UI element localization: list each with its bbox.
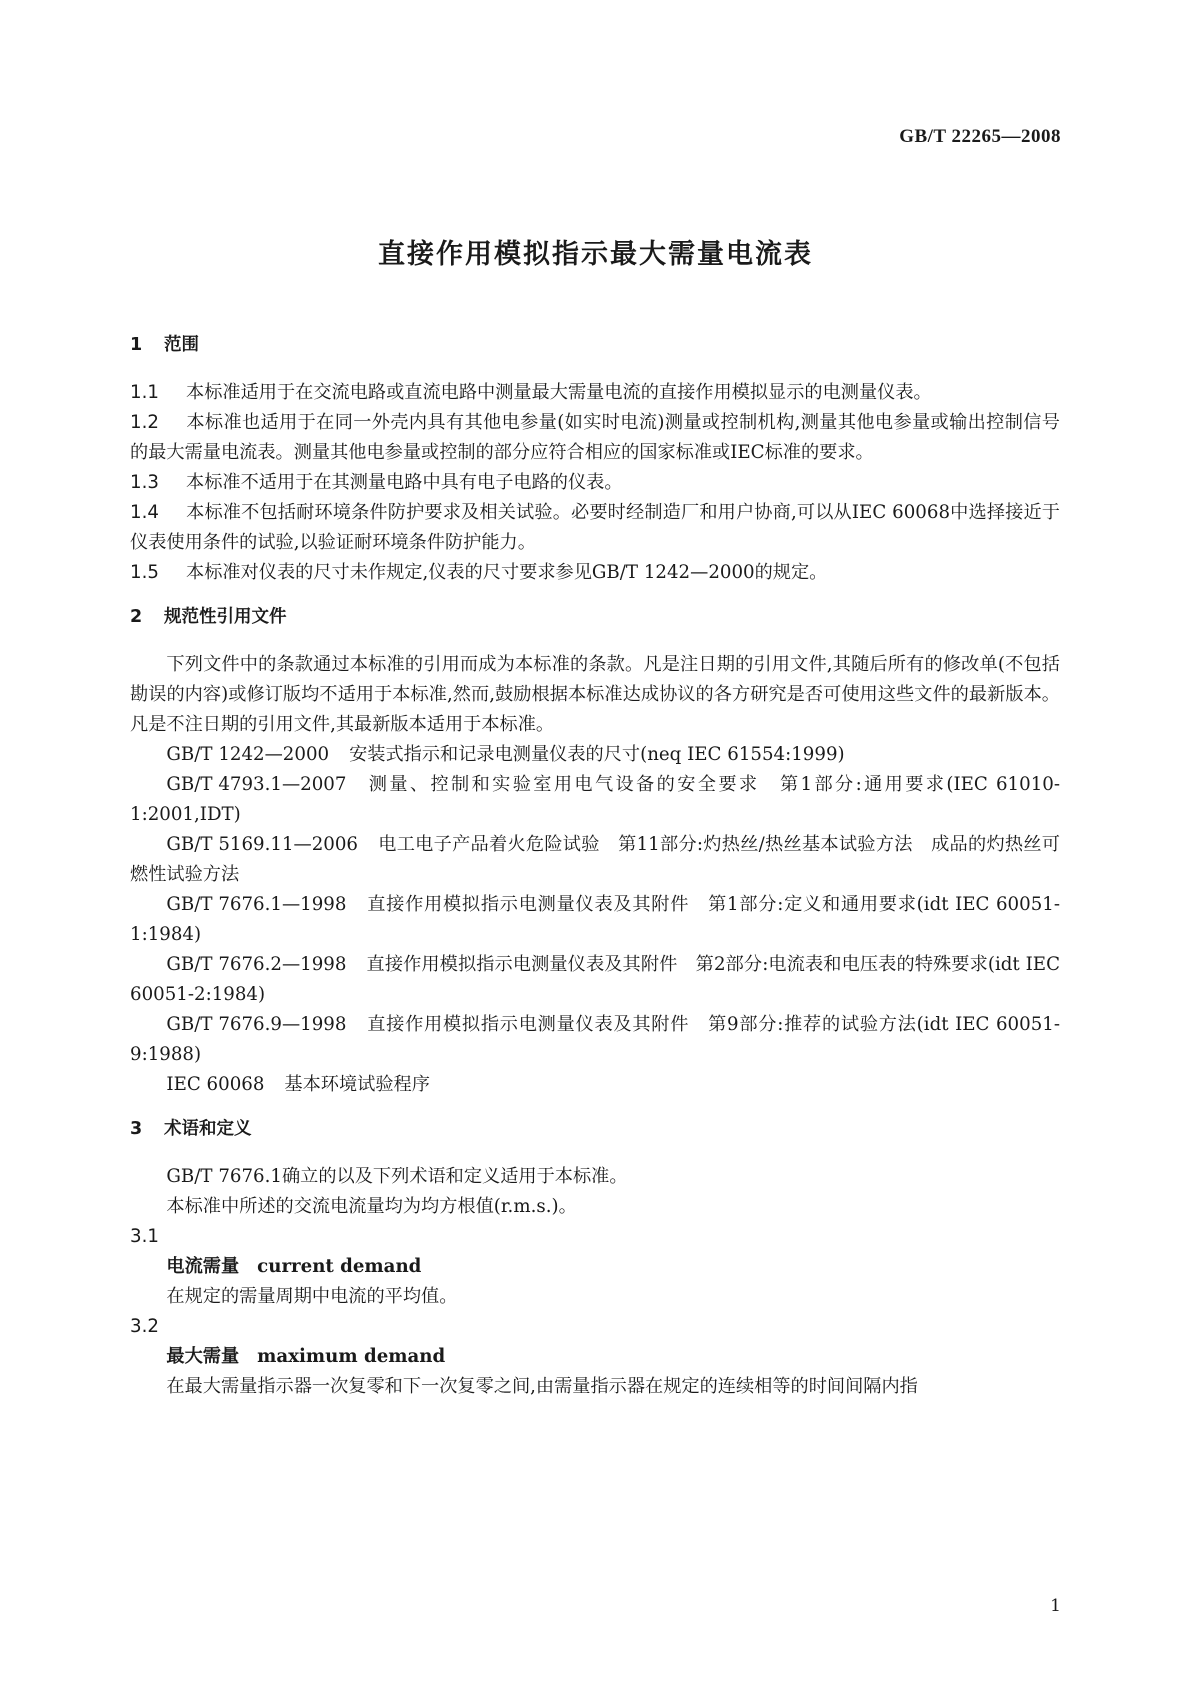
term-name (130, 1342, 1060, 1372)
term-definition: 在规定的需量周期中电流的平均值。 (166, 1286, 458, 1307)
section-number: 2 (130, 607, 143, 627)
reference-title: 安装式指示和记录电测量仪表的尺寸(neq IEC 61554:1999) (349, 744, 845, 765)
reference-code: GB/T 7676.2—1998 (166, 954, 347, 975)
clause-number: 1.2 (130, 412, 159, 433)
reference-title: 基本环境试验程序 (284, 1074, 430, 1095)
clause-number: 1.1 (130, 382, 159, 403)
section-title: 范围 (164, 335, 199, 355)
reference-item (130, 1070, 1060, 1100)
reference-item (130, 890, 1060, 950)
section-2-heading (130, 602, 1060, 632)
term-name (130, 1252, 1060, 1282)
clause-number: 1.4 (130, 502, 159, 523)
clause-number: 1.5 (130, 562, 159, 583)
section-1-heading (130, 330, 1060, 360)
section-title: 术语和定义 (164, 1119, 252, 1139)
reference-code: GB/T 1242—2000 (166, 744, 330, 765)
term-zh: 最大需量 (166, 1346, 240, 1367)
clause-text: 本标准也适用于在同一外壳内具有其他电参量(如实时电流)测量或控制机构,测量其他电参量或输出控制信号的最大需量电流表。测量其他电参量或控制的部分应符合相应的国家标准或IEC标准的要求。 (130, 412, 1060, 463)
reference-code: IEC 60068 (166, 1074, 265, 1095)
term-en: maximum demand (257, 1346, 446, 1367)
document-body (130, 330, 1060, 1402)
clause-text: 本标准对仪表的尺寸未作规定,仪表的尺寸要求参见GB/T 1242—2000的规定。 (186, 562, 828, 583)
term-number: 3.1 (130, 1226, 159, 1247)
clause-1-2 (130, 408, 1060, 468)
reference-title: 电工电子产品着火危险试验 第11部分:灼热丝/热丝基本试验方法 成品的灼热丝可燃性试验方法 (130, 834, 1060, 885)
terms-note: 本标准中所述的交流电流量均为均方根值(r.m.s.)。 (166, 1196, 577, 1217)
reference-item (130, 830, 1060, 890)
terms-intro: GB/T 7676.1确立的以及下列术语和定义适用于本标准。 (166, 1166, 628, 1187)
reference-title: 直接作用模拟指示电测量仪表及其附件 第2部分:电流表和电压表的特殊要求(idt IEC 60051-2:1984) (130, 954, 1060, 1005)
reference-code: GB/T 7676.9—1998 (166, 1014, 347, 1035)
reference-title: 直接作用模拟指示电测量仪表及其附件 第9部分:推荐的试验方法(idt IEC 60051-9:1988) (130, 1014, 1060, 1065)
reference-title: 直接作用模拟指示电测量仪表及其附件 第1部分:定义和通用要求(idt IEC 60051-1:1984) (130, 894, 1060, 945)
clause-1-4 (130, 498, 1060, 558)
document-title: 直接作用模拟指示最大需量电流表 (378, 239, 813, 270)
reference-item (130, 770, 1060, 830)
clause-1-1 (130, 378, 1060, 408)
section-3-heading (130, 1114, 1060, 1144)
reference-item (130, 1010, 1060, 1070)
standard-code: GB/T 22265—2008 (899, 126, 1061, 147)
reference-code: GB/T 5169.11—2006 (166, 834, 359, 855)
section-number: 3 (130, 1119, 143, 1139)
reference-title: 测量、控制和实验室用电气设备的安全要求 第1部分:通用要求(IEC 61010-1:2001,IDT) (130, 774, 1060, 825)
references-intro: 下列文件中的条款通过本标准的引用而成为本标准的条款。凡是注日期的引用文件,其随后所有的修改单(不包括勘误的内容)或修订版均不适用于本标准,然而,鼓励根据本标准达成协议的各方研究是否可使用这些文件的最新版本。凡是不注日期的引用文件,其最新版本适用于本标准。 (130, 654, 1060, 735)
reference-code: GB/T 4793.1—2007 (166, 774, 347, 795)
term-definition: 在最大需量指示器一次复零和下一次复零之间,由需量指示器在规定的连续相等的时间间隔内指 (166, 1376, 918, 1397)
clause-1-3 (130, 468, 1060, 498)
clause-text: 本标准不适用于在其测量电路中具有电子电路的仪表。 (186, 472, 623, 493)
reference-code: GB/T 7676.1—1998 (166, 894, 347, 915)
reference-item (130, 740, 1060, 770)
page-number: 1 (1050, 1596, 1061, 1616)
clause-text: 本标准不包括耐环境条件防护要求及相关试验。必要时经制造厂和用户协商,可以从IEC 60068中选择接近于仪表使用条件的试验,以验证耐环境条件防护能力。 (130, 502, 1060, 553)
clause-1-5 (130, 558, 1060, 588)
reference-item (130, 950, 1060, 1010)
term-en: current demand (257, 1256, 422, 1277)
section-number: 1 (130, 335, 143, 355)
section-title: 规范性引用文件 (164, 607, 287, 627)
clause-number: 1.3 (130, 472, 159, 493)
term-number: 3.2 (130, 1316, 159, 1337)
clause-text: 本标准适用于在交流电路或直流电路中测量最大需量电流的直接作用模拟显示的电测量仪表。 (186, 382, 932, 403)
term-zh: 电流需量 (166, 1256, 240, 1277)
